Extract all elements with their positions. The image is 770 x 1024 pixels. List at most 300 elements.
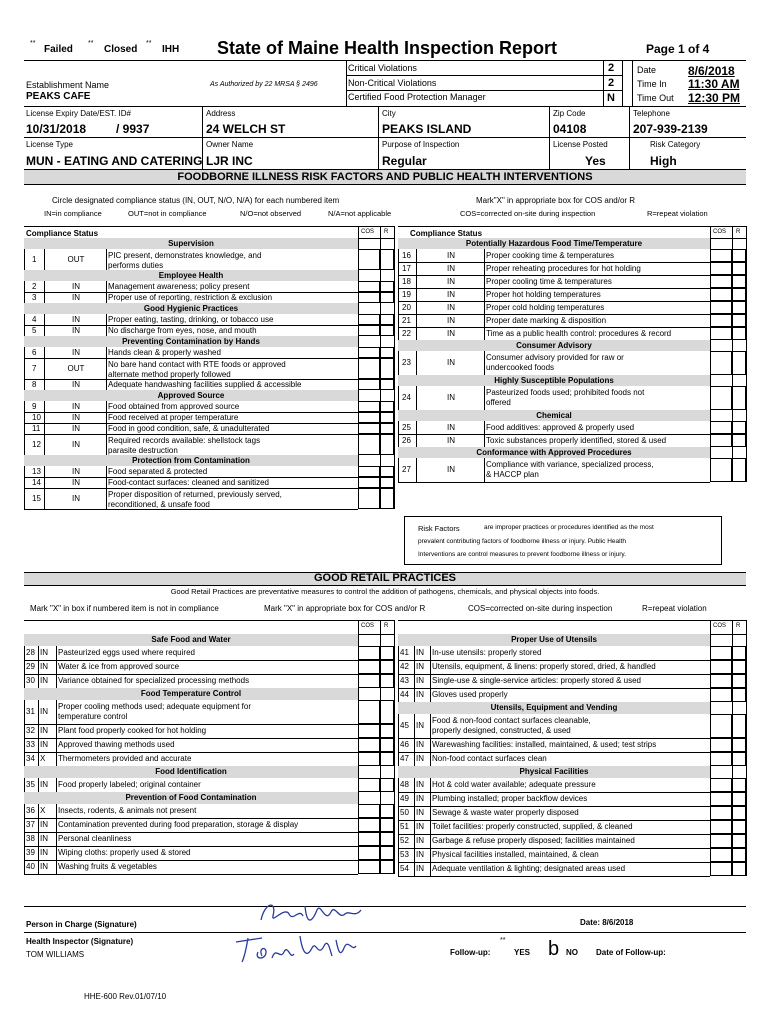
follow-up-no[interactable]: NO	[566, 948, 578, 957]
cos-checkbox[interactable]	[710, 327, 732, 340]
cos-checkbox[interactable]	[358, 752, 380, 766]
compliance-status[interactable]: IN	[416, 850, 424, 859]
compliance-status[interactable]: IN	[72, 477, 80, 487]
item-description: Consumer advisory provided for raw or	[486, 353, 624, 362]
r-checkbox[interactable]	[380, 804, 394, 818]
item-number: 51	[400, 822, 409, 831]
cos-checkbox[interactable]	[358, 738, 380, 752]
r-checkbox[interactable]	[380, 325, 394, 336]
pic-signature-label: Person in Charge (Signature)	[26, 920, 137, 929]
section-heading: Supervision	[168, 239, 214, 248]
cos-checkbox[interactable]	[358, 660, 380, 674]
r-checkbox[interactable]	[732, 301, 746, 314]
r-checkbox[interactable]	[732, 458, 746, 482]
item-number: 44	[400, 690, 409, 699]
r-checkbox[interactable]	[732, 351, 746, 375]
section-heading: Prevention of Food Contamination	[125, 793, 257, 802]
compliance-status[interactable]: IN	[40, 726, 48, 735]
item-number: 24	[402, 393, 411, 402]
compliance-status[interactable]: IN	[447, 328, 455, 338]
r-checkbox[interactable]	[732, 386, 746, 410]
critical-count: 2	[608, 62, 615, 74]
r-checkbox[interactable]	[380, 778, 394, 792]
section-heading: Proper Use of Utensils	[511, 635, 597, 644]
cos-checkbox[interactable]	[710, 848, 732, 862]
cos-checkbox[interactable]	[710, 275, 732, 288]
cos-checkbox[interactable]	[358, 700, 380, 724]
time-in-label: Time In	[637, 79, 667, 89]
cos-checkbox[interactable]	[358, 314, 380, 325]
r-checkbox[interactable]	[380, 674, 394, 688]
compliance-status[interactable]: IN	[447, 465, 455, 474]
cos-checkbox[interactable]	[710, 792, 732, 806]
compliance-status[interactable]: IN	[416, 794, 424, 803]
compliance-status[interactable]: X	[40, 806, 46, 815]
item-description: Contamination prevented during food preparation, storage & display	[58, 820, 299, 829]
r-checkbox[interactable]	[380, 832, 394, 846]
item-description: Proper cooking time & temperatures	[486, 250, 615, 260]
compliance-status[interactable]: IN	[416, 754, 424, 763]
license-posted-label: License Posted	[553, 140, 608, 149]
compliance-status[interactable]: IN	[416, 740, 424, 749]
item-number: 18	[402, 276, 411, 286]
cos-checkbox[interactable]	[358, 325, 380, 336]
legend-ihh: IHH	[162, 44, 180, 55]
r-checkbox[interactable]	[732, 778, 746, 792]
cos-checkbox[interactable]	[358, 347, 380, 358]
cos-checkbox[interactable]	[710, 646, 732, 660]
r-checkbox[interactable]	[732, 834, 746, 848]
item-description: Food-contact surfaces: cleaned and sanitized	[108, 477, 269, 487]
est-id-value: / 9937	[116, 122, 150, 136]
signature-date: Date: 8/6/2018	[580, 918, 634, 927]
r-checkbox[interactable]	[380, 292, 394, 303]
compliance-status[interactable]: IN	[72, 325, 80, 335]
item-description: Proper eating, tasting, drinking, or tobacco use	[108, 314, 274, 324]
compliance-status[interactable]: IN	[72, 412, 80, 422]
r-checkbox[interactable]	[732, 848, 746, 862]
cos-checkbox[interactable]	[710, 714, 732, 738]
item-description: Personal cleanliness	[58, 834, 132, 843]
follow-up-date-label: Date of Follow-up:	[596, 948, 666, 957]
item-number: 30	[26, 676, 35, 685]
r-checkbox[interactable]	[732, 327, 746, 340]
owner-label: Owner Name	[206, 140, 254, 149]
cos-checkbox[interactable]	[358, 292, 380, 303]
item-number: 1	[32, 254, 37, 264]
follow-up-mark: **	[500, 937, 506, 944]
r-checkbox[interactable]	[732, 820, 746, 834]
item-description: Plant food properly cooked for hot holding	[58, 726, 207, 735]
r-checkbox[interactable]	[380, 646, 394, 660]
time-out-value: 12:30 PM	[688, 91, 741, 105]
cos-checkbox[interactable]	[358, 477, 380, 488]
item-description-line-2: properly designed, constructed, & used	[432, 726, 571, 735]
compliance-status[interactable]: IN	[416, 662, 424, 671]
compliance-status[interactable]: IN	[40, 780, 48, 789]
key-r: R=repeat violation	[647, 209, 708, 218]
r-checkbox[interactable]	[380, 281, 394, 292]
item-description: Washing fruits & vegetables	[58, 862, 157, 871]
item-description-line-2: alternate method properly followed	[108, 370, 231, 379]
compliance-status[interactable]: IN	[416, 690, 424, 699]
item-description: Water & ice from approved source	[58, 662, 180, 671]
compliance-status[interactable]: IN	[416, 864, 424, 873]
r-checkbox[interactable]	[380, 401, 394, 412]
r-checkbox[interactable]	[732, 421, 746, 434]
critical-label: Critical Violations	[348, 63, 417, 73]
risk-note-label: Risk Factors	[418, 524, 460, 533]
date-label: Date	[637, 65, 657, 75]
cos-checkbox[interactable]	[358, 412, 380, 423]
cos-checkbox[interactable]	[710, 249, 732, 262]
r-header: R	[384, 623, 389, 629]
license-expiry-value: 10/31/2018	[26, 122, 87, 136]
cos-checkbox[interactable]	[710, 314, 732, 327]
cos-checkbox[interactable]	[358, 434, 380, 455]
compliance-status[interactable]: IN	[40, 740, 48, 749]
cos-checkbox[interactable]	[358, 466, 380, 477]
license-type-label: License Type	[26, 140, 73, 149]
r-checkbox[interactable]	[380, 660, 394, 674]
retail-key-cos: COS=corrected on-site during inspection	[468, 604, 613, 613]
item-description: No discharge from eyes, nose, and mouth	[108, 325, 257, 335]
compliance-status[interactable]: IN	[447, 250, 455, 260]
item-description: PIC present, demonstrates knowledge, and	[108, 251, 262, 260]
cos-checkbox[interactable]	[710, 834, 732, 848]
license-type-value: MUN - EATING AND CATERING	[26, 154, 203, 168]
section-heading: Conformance with Approved Procedures	[476, 448, 632, 457]
r-header: R	[736, 229, 741, 235]
section-heading: Utensils, Equipment and Vending	[490, 703, 618, 712]
cos-checkbox[interactable]	[710, 752, 732, 766]
section-heading: Safe Food and Water	[151, 635, 231, 644]
item-number: 12	[32, 439, 41, 449]
item-number: 49	[400, 794, 409, 803]
cos-checkbox[interactable]	[710, 660, 732, 674]
r-checkbox[interactable]	[732, 288, 746, 301]
item-number: 27	[402, 465, 411, 474]
compliance-status[interactable]: IN	[72, 423, 80, 433]
item-number: 43	[400, 676, 409, 685]
cos-checkbox[interactable]	[358, 724, 380, 738]
compliance-status[interactable]: IN	[447, 302, 455, 312]
item-number: 23	[402, 358, 411, 367]
compliance-status[interactable]: IN	[40, 848, 48, 857]
compliance-status[interactable]: IN	[72, 281, 80, 291]
legend-mark: **	[30, 40, 36, 47]
r-checkbox[interactable]	[380, 700, 394, 724]
r-checkbox[interactable]	[732, 249, 746, 262]
item-description-line-2: parasite destruction	[108, 446, 178, 455]
retail-subtitle: Good Retail Practices are preventative measures to control the addition of pathogens, chemicals, and physical objects into foods.	[170, 587, 600, 596]
r-checkbox[interactable]	[732, 792, 746, 806]
section-heading: Food Temperature Control	[140, 689, 242, 698]
owner-value: LJR INC	[206, 154, 253, 168]
key-out: OUT=not in compliance	[128, 209, 207, 218]
key-na: N/A=not applicable	[328, 209, 392, 218]
cos-checkbox[interactable]	[710, 421, 732, 434]
retail-key-r: R=repeat violation	[642, 604, 707, 613]
r-checkbox[interactable]	[380, 358, 394, 379]
r-checkbox[interactable]	[380, 314, 394, 325]
compliance-status[interactable]: IN	[416, 648, 424, 657]
r-checkbox[interactable]	[380, 846, 394, 860]
compliance-status[interactable]: IN	[447, 276, 455, 286]
item-description: Adequate handwashing facilities supplied & accessible	[108, 379, 302, 389]
foodborne-instruction-1: Circle designated compliance status (IN, OUT, N/O, N/A) for each numbered item	[52, 196, 340, 205]
compliance-status[interactable]: IN	[416, 822, 424, 831]
cos-checkbox[interactable]	[710, 351, 732, 375]
cos-checkbox[interactable]	[358, 488, 380, 509]
legend-closed: Closed	[104, 44, 138, 55]
compliance-status[interactable]: IN	[40, 662, 48, 671]
section-heading: Preventing Contamination by Hands	[122, 337, 260, 346]
page-number: Page 1 of 4	[646, 42, 710, 56]
cos-checkbox[interactable]	[358, 832, 380, 846]
cos-checkbox[interactable]	[710, 262, 732, 275]
item-number: 20	[402, 302, 411, 312]
compliance-status[interactable]: IN	[72, 314, 80, 324]
cos-checkbox[interactable]	[710, 738, 732, 752]
cos-checkbox[interactable]	[358, 401, 380, 412]
r-checkbox[interactable]	[380, 249, 394, 270]
r-checkbox[interactable]	[732, 434, 746, 447]
compliance-status[interactable]: IN	[40, 834, 48, 843]
r-checkbox[interactable]	[380, 412, 394, 423]
cos-checkbox[interactable]	[358, 281, 380, 292]
legend-mark: **	[146, 40, 152, 47]
item-number: 36	[26, 806, 35, 815]
r-checkbox[interactable]	[732, 262, 746, 275]
cos-checkbox[interactable]	[358, 423, 380, 434]
compliance-status[interactable]: IN	[416, 808, 424, 817]
r-checkbox[interactable]	[732, 674, 746, 688]
compliance-status[interactable]: IN	[40, 648, 48, 657]
pic-signature	[255, 898, 367, 930]
cos-checkbox[interactable]	[358, 379, 380, 390]
item-description: Proper date marking & disposition	[486, 315, 607, 325]
item-number: 50	[400, 808, 409, 817]
cos-header: COS	[361, 229, 375, 235]
compliance-status[interactable]: IN	[416, 721, 424, 730]
inspector-name: TOM WILLIAMS	[26, 950, 85, 959]
item-description: Physical facilities installed, maintained, & clean	[432, 850, 599, 859]
page-title: State of Maine Health Inspection Report	[217, 38, 558, 58]
compliance-status[interactable]: IN	[447, 263, 455, 273]
section-heading: Highly Susceptible Populations	[494, 376, 614, 385]
compliance-status[interactable]: IN	[72, 292, 80, 302]
r-checkbox[interactable]	[732, 738, 746, 752]
r-checkbox[interactable]	[380, 860, 394, 874]
r-checkbox[interactable]	[732, 806, 746, 820]
compliance-status[interactable]: IN	[40, 862, 48, 871]
r-checkbox[interactable]	[380, 477, 394, 488]
item-number: 3	[32, 292, 37, 302]
cos-checkbox[interactable]	[710, 862, 732, 876]
cos-checkbox[interactable]	[358, 778, 380, 792]
compliance-status[interactable]: X	[40, 754, 46, 763]
cos-checkbox[interactable]	[710, 288, 732, 301]
item-description: Proper cooling time & temperatures	[486, 276, 612, 286]
item-number: 47	[400, 754, 409, 763]
follow-up-yes[interactable]: YES	[514, 948, 531, 957]
item-number: 2	[32, 281, 37, 291]
item-description: Thermometers provided and accurate	[58, 754, 192, 763]
item-description: Proper disposition of returned, previously served,	[108, 490, 282, 499]
item-description: Food properly labeled; original container	[58, 780, 201, 789]
section-heading: Approved Source	[157, 391, 225, 400]
compliance-status[interactable]: IN	[416, 836, 424, 845]
telephone-label: Telephone	[633, 109, 670, 118]
compliance-status[interactable]: IN	[447, 435, 455, 445]
section-heading: Physical Facilities	[519, 767, 589, 776]
item-description: Management awareness; policy present	[108, 281, 250, 291]
cos-checkbox[interactable]	[710, 434, 732, 447]
compliance-status[interactable]: IN	[447, 393, 455, 402]
compliance-status[interactable]: OUT	[67, 363, 85, 373]
item-number: 39	[26, 848, 35, 857]
item-number: 31	[26, 707, 35, 716]
r-checkbox[interactable]	[380, 488, 394, 509]
r-checkbox[interactable]	[732, 752, 746, 766]
compliance-status[interactable]: IN	[40, 676, 48, 685]
r-checkbox[interactable]	[732, 862, 746, 876]
r-checkbox[interactable]	[380, 738, 394, 752]
cos-checkbox[interactable]	[358, 646, 380, 660]
cos-checkbox[interactable]	[710, 386, 732, 410]
item-number: 14	[32, 477, 41, 487]
compliance-status[interactable]: IN	[447, 315, 455, 325]
section-heading: Consumer Advisory	[516, 341, 592, 350]
r-checkbox[interactable]	[732, 688, 746, 702]
compliance-status[interactable]: OUT	[67, 254, 85, 264]
license-posted-value: Yes	[585, 154, 606, 168]
key-cos: COS=corrected on-site during inspection	[460, 209, 596, 218]
r-checkbox[interactable]	[732, 714, 746, 738]
item-number: 15	[32, 493, 41, 503]
item-description: Pasteurized foods used; prohibited foods not	[486, 388, 645, 397]
cos-checkbox[interactable]	[710, 688, 732, 702]
telephone-value: 207-939-2139	[633, 122, 708, 136]
r-checkbox[interactable]	[380, 347, 394, 358]
r-checkbox[interactable]	[380, 724, 394, 738]
item-description: Garbage & refuse properly disposed; facilities maintained	[432, 836, 635, 845]
item-description: Wiping cloths: properly used & stored	[58, 848, 191, 857]
r-checkbox[interactable]	[732, 646, 746, 660]
item-number: 41	[400, 648, 409, 657]
cos-checkbox[interactable]	[358, 674, 380, 688]
r-checkbox[interactable]	[380, 379, 394, 390]
compliance-status[interactable]: IN	[416, 780, 424, 789]
r-checkbox[interactable]	[380, 818, 394, 832]
compliance-status[interactable]: IN	[72, 401, 80, 411]
cos-checkbox[interactable]	[358, 860, 380, 874]
item-description: Food & non-food contact surfaces cleanable,	[432, 716, 591, 725]
item-number: 11	[32, 423, 41, 433]
r-checkbox[interactable]	[380, 752, 394, 766]
cos-checkbox[interactable]	[358, 358, 380, 379]
item-description: Sewage & waste water properly disposed	[432, 808, 579, 817]
zip-value: 04108	[553, 122, 587, 136]
item-description-line-2: undercooked foods	[486, 363, 555, 372]
key-in: IN=in compliance	[44, 209, 102, 218]
item-description: Utensils, equipment, & linens: properly stored, dried, & handled	[432, 662, 656, 671]
item-description: Non-food contact surfaces clean	[432, 754, 547, 763]
item-number: 19	[402, 289, 411, 299]
compliance-status[interactable]: IN	[447, 422, 455, 432]
item-number: 54	[400, 864, 409, 873]
cos-checkbox[interactable]	[358, 846, 380, 860]
inspector-signature	[232, 930, 362, 966]
r-checkbox[interactable]	[380, 423, 394, 434]
compliance-status[interactable]: IN	[447, 358, 455, 367]
city-label: City	[382, 109, 396, 118]
compliance-status[interactable]: IN	[72, 379, 80, 389]
compliance-status[interactable]: IN	[72, 493, 80, 503]
compliance-status[interactable]: IN	[72, 439, 80, 449]
noncritical-label: Non-Critical Violations	[348, 78, 437, 88]
cos-checkbox[interactable]	[710, 458, 732, 482]
cos-header: COS	[713, 229, 727, 235]
compliance-status[interactable]: IN	[72, 466, 80, 476]
time-in-value: 11:30 AM	[688, 77, 740, 91]
item-description: Approved thawing methods used	[58, 740, 175, 749]
cos-checkbox[interactable]	[710, 806, 732, 820]
item-number: 53	[400, 850, 409, 859]
risk-note-line-1: are improper practices or procedures identified as the most	[484, 524, 654, 531]
item-number: 42	[400, 662, 409, 671]
cos-checkbox[interactable]	[710, 820, 732, 834]
authorized-note: As Authorized by 22 MRSA § 2496	[210, 81, 318, 88]
item-description-line-2: temperature control	[58, 712, 128, 721]
r-checkbox[interactable]	[380, 466, 394, 477]
compliance-status[interactable]: IN	[447, 289, 455, 299]
item-number: 40	[26, 862, 35, 871]
item-number: 28	[26, 648, 35, 657]
item-description: Required records available: shellstock tags	[108, 436, 261, 445]
compliance-status[interactable]: IN	[416, 676, 424, 685]
cos-checkbox[interactable]	[358, 249, 380, 270]
item-number: 48	[400, 780, 409, 789]
section-heading: Good Hygienic Practices	[143, 304, 239, 313]
compliance-status[interactable]: IN	[40, 820, 48, 829]
item-number: 16	[402, 250, 411, 260]
item-description: Food obtained from approved source	[108, 401, 240, 411]
cos-checkbox[interactable]	[358, 818, 380, 832]
inspector-signature-label: Health Inspector (Signature)	[26, 937, 134, 946]
item-description: Proper cold holding temperatures	[486, 302, 605, 312]
cos-checkbox[interactable]	[710, 674, 732, 688]
follow-up-label: Follow-up:	[450, 948, 491, 957]
r-checkbox[interactable]	[732, 275, 746, 288]
follow-up-no-checkbox[interactable]: b	[548, 938, 560, 960]
r-checkbox[interactable]	[732, 660, 746, 674]
item-number: 17	[402, 263, 411, 273]
item-number: 52	[400, 836, 409, 845]
cos-checkbox[interactable]	[710, 778, 732, 792]
establishment-name-label: Establishment Name	[26, 80, 110, 90]
r-checkbox[interactable]	[732, 314, 746, 327]
cos-checkbox[interactable]	[710, 301, 732, 314]
item-description: Variance obtained for specialized processing methods	[58, 676, 250, 685]
foodborne-instruction-2: Mark"X" in appropriate box for COS and/or R	[476, 196, 636, 205]
cos-checkbox[interactable]	[358, 804, 380, 818]
compliance-status[interactable]: IN	[72, 347, 80, 357]
r-checkbox[interactable]	[380, 434, 394, 455]
retail-title: GOOD RETAIL PRACTICES	[314, 572, 456, 584]
compliance-status[interactable]: IN	[40, 707, 48, 716]
